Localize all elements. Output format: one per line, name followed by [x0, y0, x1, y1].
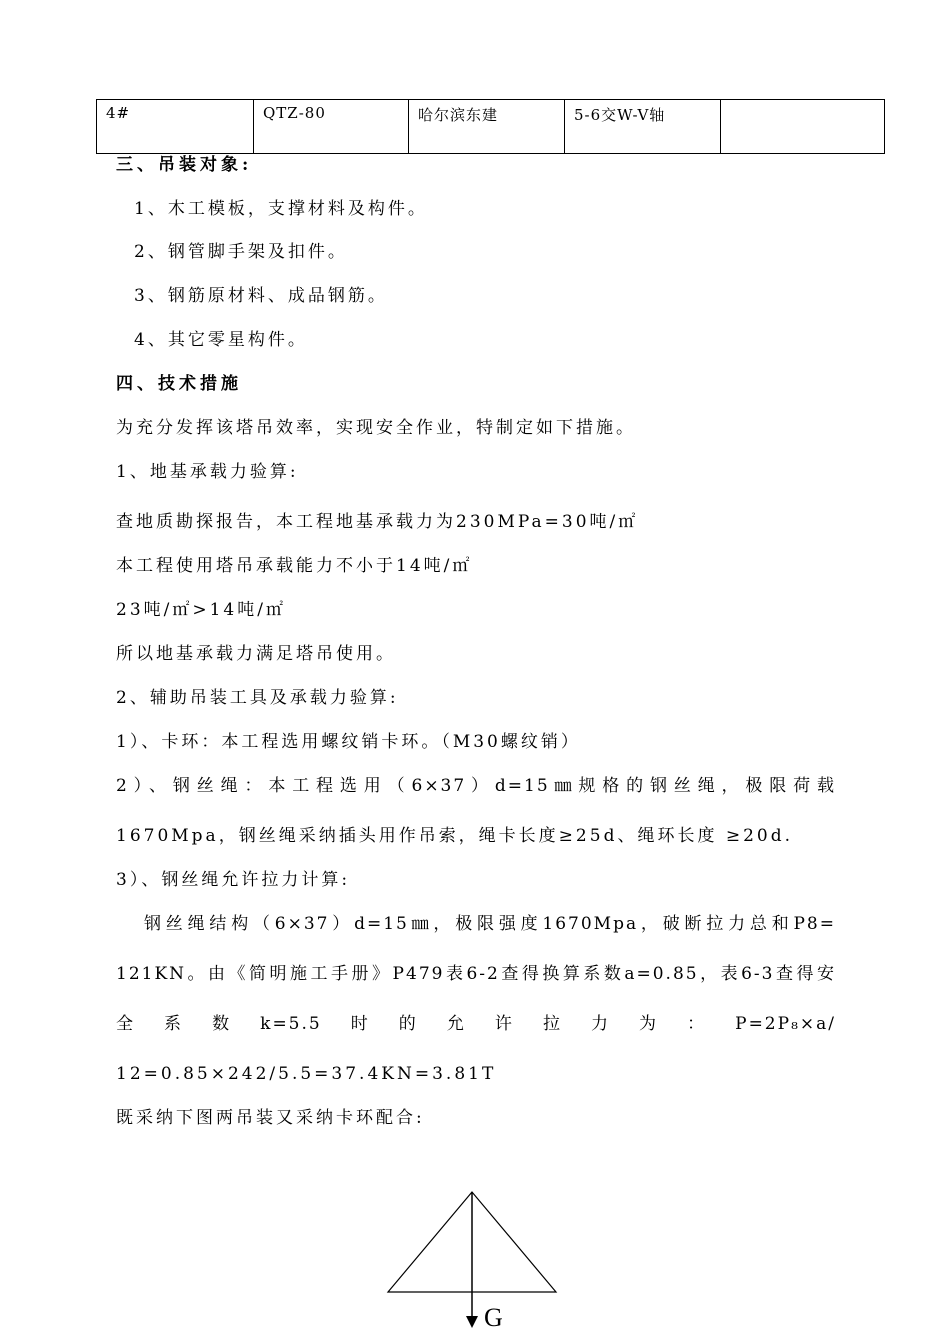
table-cell-model: QTZ-80 [254, 100, 409, 154]
table-row [97, 100, 885, 154]
load-label: G [484, 1303, 503, 1332]
calculation-line: 121KN。由《简明施工手册》P479表6-2查得换算系数a=0.85，表6-3查得安 [116, 964, 836, 984]
list-item: 4、其它零星构件。 [134, 330, 308, 350]
paragraph-line: 所以地基承载力满足塔吊使用。 [116, 644, 396, 664]
table-cell-empty [721, 100, 885, 154]
section3-heading: 三、吊装对象: [116, 155, 253, 175]
calculation-line: 12=0.85×242/5.5=37.4KN=3.81T [116, 1064, 497, 1084]
paragraph-line: 1670Mpa，钢丝绳采纳插头用作吊索，绳卡长度≥25d、绳环长度 ≥20d. [116, 826, 794, 846]
table-cell-number: 4# [97, 100, 254, 154]
calculation-line: 全系数k=5.5时的允许拉力为：P=2P₈×a/ [116, 1014, 836, 1034]
section4-heading: 四、技术措施 [116, 374, 242, 394]
section4-intro: 为充分发挥该塔吊效率，实现安全作业，特制定如下措施。 [116, 418, 636, 438]
crane-info-table [96, 99, 885, 154]
lifting-diagram [380, 1186, 570, 1336]
list-item: 3、钢筋原材料、成品钢筋。 [134, 286, 388, 306]
paragraph-line: 既采纳下图两吊装又采纳卡环配合: [116, 1108, 425, 1128]
paragraph-line: 查地质勘探报告，本工程地基承载力为230MPa=30吨/㎡ [116, 512, 639, 532]
list-item: 1、木工模板，支撑材料及构件。 [134, 199, 428, 219]
paragraph-line: 23吨/㎡>14吨/㎡ [116, 600, 286, 620]
calculation-line: 钢丝绳结构（6×37）d=15㎜，极限强度1670Mpa，破断拉力总和P8= [144, 914, 836, 934]
subsection-title: 2、辅助吊装工具及承载力验算: [116, 688, 399, 708]
paragraph-line: 本工程使用塔吊承载能力不小于14吨/㎡ [116, 556, 473, 576]
subsection-title: 1、地基承载力验算: [116, 462, 299, 482]
table-cell-manufacturer: 哈尔滨东建 [409, 100, 565, 154]
table-cell-location: 5-6交W-V轴 [565, 100, 721, 154]
paragraph-line: 3）、钢丝绳允许拉力计算: [116, 870, 351, 890]
list-item: 2、钢管脚手架及扣件。 [134, 242, 348, 262]
paragraph-line: 1）、卡环：本工程选用螺纹销卡环。（M30螺纹销） [116, 732, 581, 752]
load-arrow-icon [466, 1316, 478, 1328]
paragraph-line: 2）、钢丝绳：本工程选用（6×37）d=15㎜规格的钢丝绳，极限荷载 [116, 776, 836, 796]
